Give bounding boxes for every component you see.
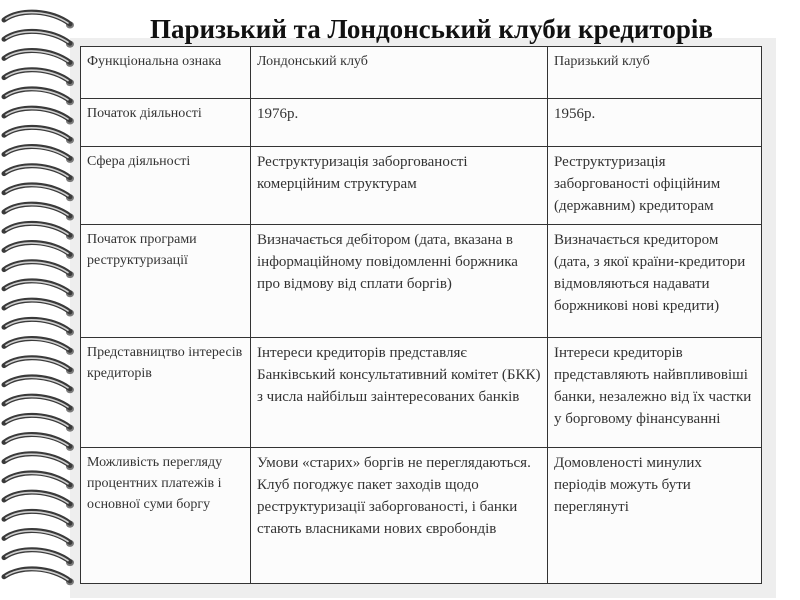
paris-cell: Інтереси кредиторів представляють найвпливовіші банки, незалежно від їх частки у борговому фінансуванні [548, 337, 762, 447]
london-cell: Інтереси кредиторів представляє Банківський консультативний комітет (БКК) з числа найбільш заінтересованих банків [251, 337, 548, 447]
row-label: Представництво інтересів кредиторів [81, 337, 251, 447]
header-cell-feature: Функціональна ознака [81, 47, 251, 99]
table-row [81, 337, 762, 447]
spiral-binding-icon [0, 0, 80, 600]
row-label: Початок діяльності [81, 99, 251, 147]
header-cell-london: Лондонський клуб [251, 47, 548, 99]
page-title: Паризький та Лондонський клуби кредиторів [150, 14, 713, 44]
row-label: Початок програми реструктуризації [81, 225, 251, 337]
paris-cell: Реструктуризація заборгованості офіційним (державним) кредиторам [548, 147, 762, 225]
london-cell: 1976р. [251, 99, 548, 147]
table-row [81, 147, 762, 225]
creditor-clubs-table [80, 46, 762, 584]
table-row [81, 225, 762, 337]
london-cell: Умови «старих» боргів не переглядаються. Клуб погоджує пакет заходів щодо реструктуризації заборгованості, і банки стають власниками нових євробондів [251, 447, 548, 583]
paris-cell: Домовленості минулих періодів можуть бути переглянуті [548, 447, 762, 583]
london-cell: Реструктуризація заборгованості комерційним структурам [251, 147, 548, 225]
row-label: Можливість перегляду процентних платежів і основної суми боргу [81, 447, 251, 583]
row-label: Сфера діяльності [81, 147, 251, 225]
table-row [81, 447, 762, 583]
london-cell: Визначається дебітором (дата, вказана в інформаційному повідомленні боржника про відмову від сплати боргів) [251, 225, 548, 337]
header-cell-paris: Паризький клуб [548, 47, 762, 99]
table-row [81, 99, 762, 147]
table-header-row [81, 47, 762, 99]
paris-cell: Визначається кредитором (дата, з якої країни-кредитори відмовляються надавати боржникові нові кредити) [548, 225, 762, 337]
paris-cell: 1956р. [548, 99, 762, 147]
